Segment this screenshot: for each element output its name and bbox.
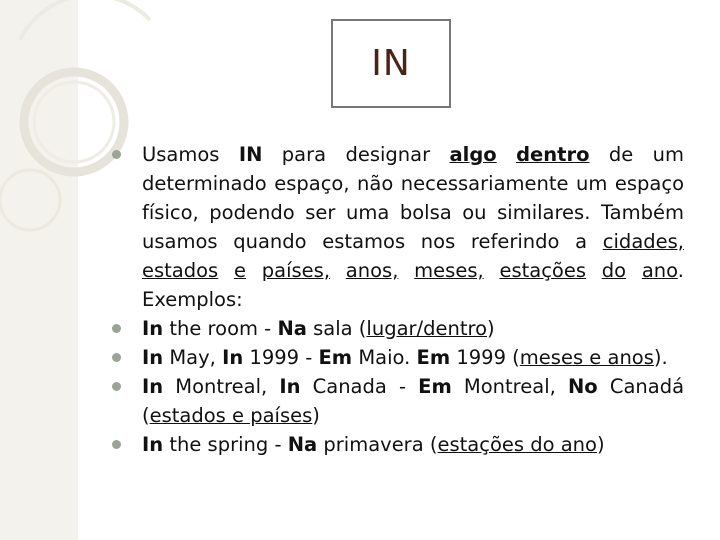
keyword: Na — [277, 317, 307, 340]
text: para designar — [281, 143, 431, 166]
text: Montreal, — [463, 375, 556, 398]
bullet-item-example-2 — [108, 343, 684, 372]
underlined-text: estações do ano — [437, 433, 597, 456]
bullet-icon — [112, 150, 121, 159]
underlined-text: e — [234, 259, 246, 282]
bullet-list — [108, 140, 684, 459]
underlined-text: do — [601, 259, 627, 282]
keyword: In — [222, 346, 244, 369]
text: primavera ( — [323, 433, 438, 456]
text: ) — [487, 317, 495, 340]
text: Maio. — [358, 346, 411, 369]
left-decorative-panel — [0, 0, 78, 540]
keyword: No — [567, 375, 598, 398]
bullet-icon — [112, 353, 121, 362]
text: 1999 ( — [456, 346, 520, 369]
bullet-icon — [112, 324, 121, 333]
text: the room - — [169, 317, 272, 340]
keyword: Em — [416, 346, 451, 369]
underlined-text: meses e anos — [519, 346, 654, 369]
text: Canadá ( — [142, 375, 685, 427]
text: 1999 - — [249, 346, 313, 369]
keyword: In — [142, 375, 164, 398]
bullet-item-explanation: Usamos IN para designar algo dentro de um determinado espaço, não necessariamente um espaço físico, podendo ser uma bolsa ou similares. Também usamos quando estamos nos referindo a cidades, estados e países, anos, meses, estações do ano. Exemplos: — [108, 140, 684, 314]
keyword: Em — [318, 346, 353, 369]
title-box — [331, 19, 451, 108]
keyword: In — [142, 317, 164, 340]
text: sala ( — [313, 317, 367, 340]
text: May, — [169, 346, 216, 369]
bullet-item-example-4 — [108, 430, 684, 459]
underlined-text: estações — [499, 259, 587, 282]
underlined-text: estados — [142, 259, 219, 282]
text: de um determinado espaço, não necessariamente um espaço físico, podendo ser uma bolsa ou similares. Também usamos quando estamos nos referindo a — [142, 143, 684, 253]
keyword-underlined: algo — [449, 143, 497, 166]
text: the spring - — [169, 433, 282, 456]
keyword: In — [142, 346, 164, 369]
text: Usamos — [142, 143, 220, 166]
bullet-icon — [112, 382, 121, 391]
keyword-underlined: dentro — [516, 143, 590, 166]
underlined-text: ano — [641, 259, 678, 282]
keyword: In — [279, 375, 301, 398]
keyword: IN — [238, 143, 263, 166]
underlined-text: estados e países — [149, 404, 313, 427]
text: Montreal, — [175, 375, 268, 398]
text: ). — [653, 346, 668, 369]
keyword: Na — [287, 433, 318, 456]
bullet-icon — [112, 440, 121, 449]
underlined-text: países, — [261, 259, 331, 282]
underlined-text: cidades, — [602, 230, 684, 253]
bullet-item-example-1 — [108, 314, 684, 343]
text: Canada - — [312, 375, 406, 398]
text: Exemplos: — [142, 288, 243, 311]
slide-title: IN — [371, 43, 411, 84]
underlined-text: anos, — [345, 259, 399, 282]
keyword: Em — [418, 375, 452, 398]
bullet-item-example-3 — [108, 372, 684, 430]
text: ) — [596, 433, 605, 456]
underlined-text: meses, — [414, 259, 484, 282]
keyword: In — [142, 433, 164, 456]
text: ) — [312, 404, 320, 427]
underlined-text: lugar/dentro — [366, 317, 488, 340]
